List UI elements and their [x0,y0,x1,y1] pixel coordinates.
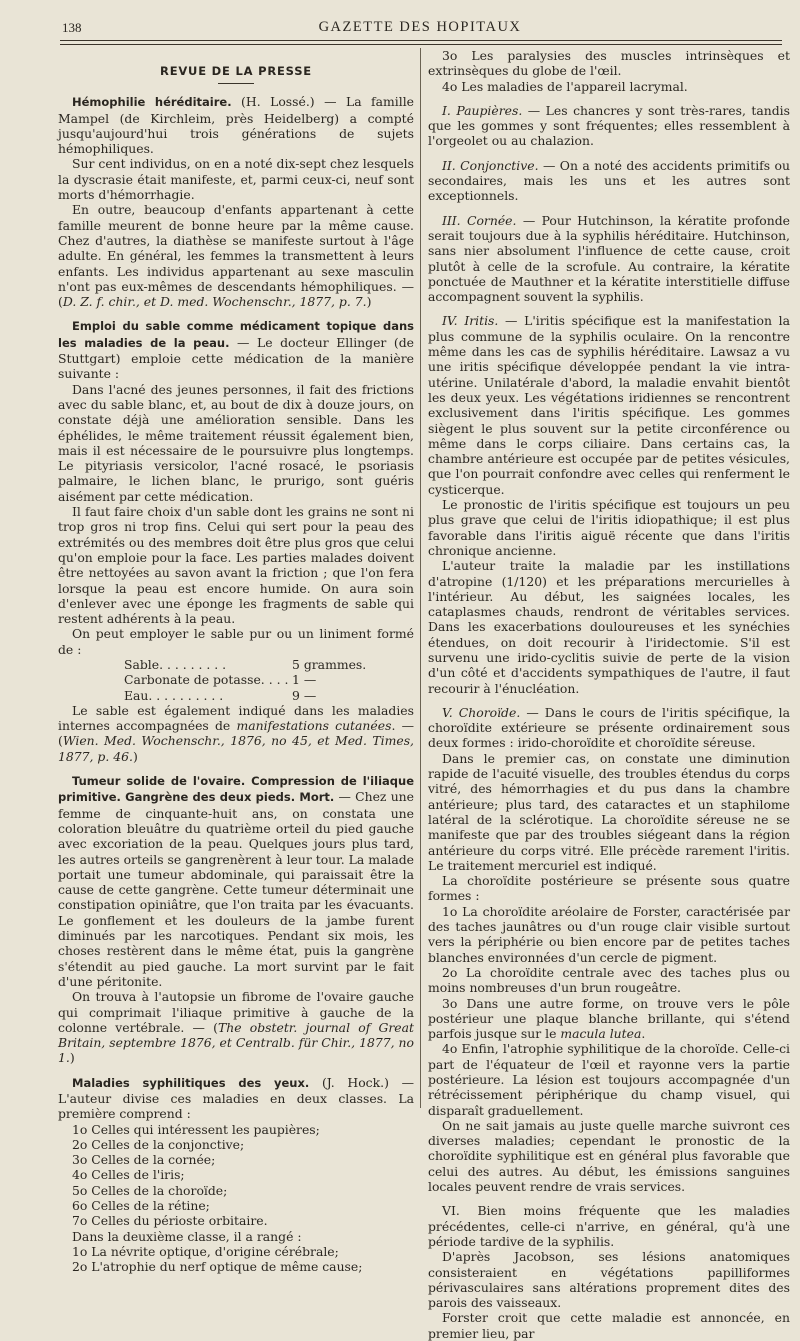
paragraph-text: . — ( [58,718,414,749]
recipe-item: Sable. . . . . . . . . [124,656,227,672]
paragraph-text: — Les chancres y sont très-rares, tandis que les gommes y sont fréquentes; elles ressemblent à l'orgeolet ou au chalazion. [428,102,791,149]
paragraph: On peut employer le sable pur ou un liniment formé de : [58,626,414,657]
paragraph: Sur cent individus, on en a noté dix-sept chez lesquels la dyscrasie était manifeste, et, parmi ceux-ci, neuf sont morts d'hémorrhagie. [58,156,414,203]
list-item: 5o Celles de la choroïde; [72,1182,228,1198]
recipe-table [58,657,414,703]
paragraph-text: Bien moins fréquente que les maladies précédentes, celle-ci n'arrive, en général, qu'à une période tardive de la syphilis. [428,1203,790,1249]
section-heading: V. Choroïde. [442,704,521,720]
paragraph-text: On trouva à l'autopsie un fibrome de l'ovaire gauche qui comprimait l'iliaque primitive à gauche de la colonne vertébrale. — ( [58,989,414,1035]
page-number: 138 [62,20,82,35]
section-paupieres [428,103,790,149]
section-conjonctive [428,158,790,204]
paragraph [58,989,414,1065]
column-divider [420,48,421,1108]
paragraph: 1o La choroïdite aréolaire de Forster, caractérisée par des taches jaunâtres ou d'un rouge clair visible surtout vers la périphérie ou bien encore par de petites taches blanches environnées d'un cercle de pigment. [428,903,790,965]
class-two-list [58,1244,414,1275]
paragraph: Le pronostic de l'iritis spécifique est toujours un peu plus grave que celui de l'iritis idiopathique; il est plus favorable dans l'iritis aiguë récente que dans l'iritis chronique ancienne. [428,497,790,558]
paragraph: L'auteur traite la maladie par les instillations d'atropine (1/120) et les préparations mercurielles à l'intérieur. Au début, les saignées locales, les cataplasmes chauds, rendront de véritables services. Dans les exacerbations douloureuses et les synéchies étendues, on doit recourir à l'iridectomie. S'il est survenu une irido-cyclitis suivie de perte de la vision d'un côté et d'accidents sympathiques de l'autre, il faut recourir à l'énucléation. [428,558,790,696]
paragraph-text: ) [132,748,138,764]
paragraph: D'après Jacobson, ses lésions anatomiques consisteraient en végétations papilliformes périvasculaires sans altérations proprement dites des parois des vaisseaux. [428,1249,790,1311]
citation: D. Z. f. chir., et D. med. Wochenschr., 1877, p. 7. [62,294,367,310]
list-item: 1o La névrite optique, d'origine cérébrale; [72,1243,339,1259]
paragraph-text: En outre, beaucoup d'enfants appartenant à cette famille meurent de bonne heure par la même cause. Chez d'autres, la diathèse se manifeste surtout à l'âge adulte. En général, les femmes la transmettent à leurs enfants. Les individus appartenant au sexe masculin n'ont pas eux-mêmes de descendants hémophiliques. — ( [58,202,414,310]
list-item: 3o Celles de la cornée; [72,1152,216,1168]
section-heading: IV. Iritis. [442,313,499,329]
paragraph-text: — L'iritis spécifique est la manifestation la plus commune de la syphilis oculaire. On la rencontre même dans les cas de syphilis héréditaire. Lawsaz a vu une iritis spécifique développée pendant la vie intra-utérine. Unilatérale d'abord, la maladie envahit bientôt les deux yeux. Les végétations iridiennes se rencontrent exclusivement dans l'iritis spécifique. Les gommes siègent le plus souvent sur la petite circonférence ou même dans le corps ciliaire. Dans certains cas, la chambre antérieure est occupée par de petites vésicules, que l'on pourrait confondre avec celles qui renferment le cysticerque. [428,313,790,497]
paragraph-text: ) [69,1050,75,1066]
header-rule [60,40,782,41]
paragraph: Dans la deuxième classe, il a rangé : [72,1228,302,1244]
section-heading: VI. [442,1203,460,1219]
recipe-qty: 1 — [292,672,317,688]
section-title: REVUE DE LA PRESSE [160,64,312,78]
paragraph-text: — On a noté des accidents primitifs ou secondaires, mais les uns et les autres sont exceptionnels. [428,157,790,204]
paragraph [428,996,790,1042]
paragraph: 4o Enfin, l'atrophie syphilitique de la choroïde. Celle-ci part de l'équateur de l'œil et rayonne vers la partie postérieure. La lésion est toujours accompagnée d'un rétrécissement périphérique du champ visuel, qui disparaît graduellement. [428,1041,790,1118]
list-item: 2o Celles de la conjonctive; [72,1136,245,1152]
recipe-qty: 9 — [292,687,317,703]
page-header [60,18,780,40]
section-heading: II. Conjonctive. [442,157,539,173]
section-heading: I. Paupières. [442,102,523,118]
paragraph: Il faut faire choix d'un sable dont les grains ne sont ni trop gros ni trop fins. Celui qui sert pour la peau des extrémités ou des membres doit être plus gros que celui qu'on emploie pour la face. Les parties malades doivent être nettoyées au savon avant la friction ; que l'on fera lorsque la peau est encore humide. On aura soin d'enlever avec une éponge les fragments de sable qui restent adhérents à la peau. [58,504,414,627]
paragraph-text: — Dans le cours de l'iritis spécifique, la choroïdite extérieure se présente ordinairement sous deux formes : irido-choroïdite et choroïdite séreuse. [428,704,790,751]
paragraph-text: (H. Lossé.) — La famille Mampel (de Kirchleim, près Heidelberg) a compté jusqu'aujourd'hui trois générations de sujets hémophiliques. [58,94,415,157]
paragraph: Forster croit que cette maladie est annoncée, en premier lieu, par [428,1310,790,1341]
recipe-item: Carbonate de potasse. . . . [124,672,289,688]
journal-title: GAZETTE DES HOPITAUX [318,19,522,35]
recipe-item: Eau. . . . . . . . . . [124,687,224,703]
paragraph-text: — Pour Hutchinson, la kératite profonde serait toujours due à la syphilis héréditaire. Hutchinson, sans nier absolument l'influence de cette cause, croit plutôt à celle de la scrofule. Au contraire, la kératite ponctuée de Mauthner et la kératite interstitielle diffuse accompagnent souvent la syphilis. [428,212,790,305]
paragraph: On ne sait jamais au juste quelle marche suivront ces diverses maladies; cependant le pronostic de la choroïdite syphilitique est en général plus favorable que celui des autres. Au début, les émissions sanguines locales peuvent rendre de vrais services. [428,1117,790,1195]
article-lead: Emploi du sable comme médicament topique dans les maladies de la peau. [58,319,414,350]
paragraph-text: — Chez une femme de cinquante-huit ans, on constata une coloration bleuâtre du quatrième orteil du pied gauche avec excoriation de la peau. Quelques jours plus tard, les autres orteils se gangrenèrent à leur tour. La malade portait une tumeur abdominale, qui paraissait être la cause de cette gangrène. Cette tumeur déterminait une constipation opiniâtre, que l'on traita par les évacuants. Le gonflement et les douleurs de la jambe furent diminués par les narcotiques. Pendant six mois, les choses restèrent dans le même état, puis la gangrène s'étendit au pied gauche. La mort survint par le fait d'une péritonite. [58,789,414,989]
list-item: 2o L'atrophie du nerf optique de même cause; [72,1259,363,1275]
paragraph: 2o La choroïdite centrale avec des taches plus ou moins nombreuses d'un brun rougeâtre. [428,964,790,996]
section-cornee [428,213,790,305]
list-item: 6o Celles de la rétine; [72,1198,210,1214]
article-lead: Tumeur solide de l'ovaire. Compression de l'iliaque primitive. Gangrène des deux pieds. Mort. [58,774,414,805]
paragraph [58,202,414,309]
emphasis: manifestations cutanées [236,718,392,734]
section-iritis [428,313,790,497]
left-column [58,48,415,1275]
paragraph-text: Le sable est également indiqué dans les maladies internes accompagnées de [58,702,414,734]
header-rule-thin [60,44,782,45]
emphasis: macula lutea [560,1026,642,1042]
paragraph [58,703,414,764]
citation: The obstetr. journal of Great Britain, septembre 1876, et Centralb. für Chir., 1877, no 1. [58,1019,414,1066]
article-sable [58,318,414,381]
paragraph-text: ) [366,294,372,310]
list-item: 4o Les maladies de l'appareil lacrymal. [442,78,688,94]
paragraph: La choroïdite postérieure se présente sous quatre formes : [428,873,790,904]
paragraph-text: . [641,1026,646,1042]
right-column [428,48,791,1341]
paragraph-text: 3o Dans une autre forme, on trouve vers le pôle postérieur une plaque blanche brillante, qui s'étend parfois jusque sur le [428,995,790,1042]
paragraph-text: — Le docteur Ellinger (de Stuttgart) emploie cette médication de la manière suivante : [58,334,415,382]
paragraph: Dans l'acné des jeunes personnes, il fait des frictions avec du sable blanc, et, au bout de dix à douze jours, on constate déjà une amélioration sensible. Dans les éphélides, le même traitement réussit également bien, mais il est nécessaire de le poursuivre plus longtemps. Le pityriasis versicolor, l'acné rosacé, le psoriasis palmaire, le lichen blanc, le prurigo, sont guéris aisément par cette médication. [58,381,414,504]
list-item: 4o Celles de l'iris; [72,1167,185,1183]
article-tumeur [58,773,414,989]
list-item: 7o Celles du périoste orbitaire. [72,1213,268,1229]
list-item: 3o Les paralysies des muscles intrinsèques et extrinsèques du globe de l'œil. [428,48,790,79]
article-syphilis [58,1075,414,1122]
section-choroide [428,705,790,751]
section-retine [428,1203,790,1249]
article-hemophilie [58,94,414,156]
recipe-qty: 5 grammes. [292,656,367,672]
paragraph-text: (J. Hock.) — L'auteur divise ces maladies en deux classes. La première comprend : [58,1074,414,1122]
title-rule [218,83,254,84]
article-lead: Hémophilie héréditaire. [72,95,232,110]
class-one-list [58,1122,414,1229]
citation: Wien. Med. Wochenschr., 1876, no 45, et Med. Times, 1877, p. 46. [58,733,414,764]
article-lead: Maladies syphilitiques des yeux. [72,1075,310,1090]
paragraph: Dans le premier cas, on constate une diminution rapide de l'acuité visuelle, des troubles étendus du corps vitré, des hémorrhagies et du pus dans la chambre antérieure; plus tard, des cataractes et un staphilome latéral de la sclérotique. La choroïdite séreuse ne se manifeste que par des troubles siégeant dans la région antérieure du corps vitré. Elle précède rarement l'iritis. Le traitement mercuriel est indiqué. [428,750,790,873]
section-heading: III. Cornée. [442,212,517,228]
list-item: 1o Celles qui intéressent les paupières; [72,1121,320,1137]
